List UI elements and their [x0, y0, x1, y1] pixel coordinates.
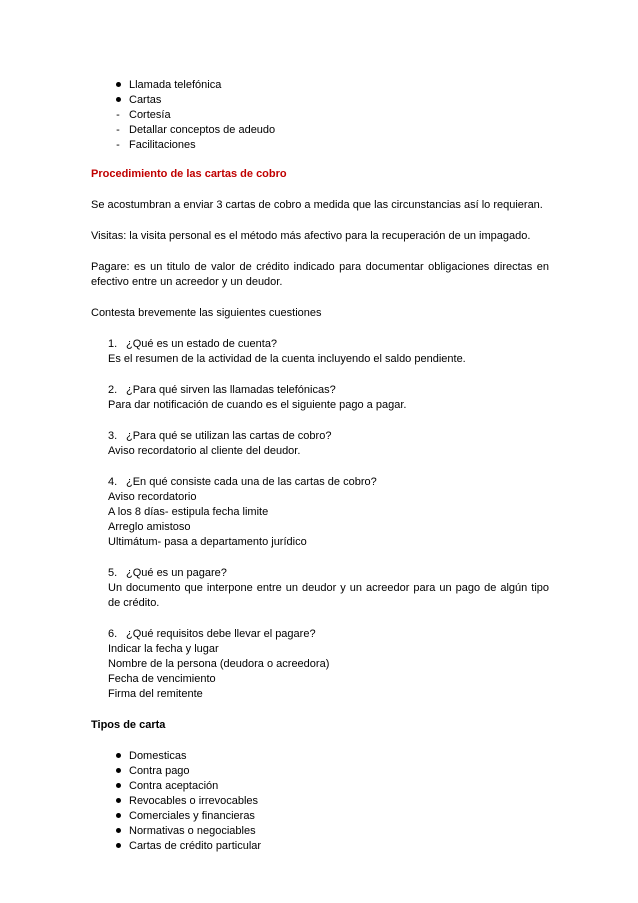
list-item: Normativas o negociables — [91, 824, 549, 839]
list-item: Revocables o irrevocables — [91, 794, 549, 809]
list-item: - Cortesía — [91, 108, 549, 123]
bullet-icon — [113, 839, 123, 854]
answer-line: Ultimátum- pasa a departamento jurídico — [108, 536, 307, 548]
answer-line: Aviso recordatorio al cliente del deudor. — [108, 445, 301, 457]
answer-line: Es el resumen de la actividad de la cuenta incluyendo el saldo pendiente. — [108, 353, 466, 365]
dash-icon: - — [116, 124, 120, 136]
answer-line: Nombre de la persona (deudora o acreedora) — [108, 658, 330, 670]
list-item: - Facilitaciones — [91, 138, 549, 153]
dash-icon: - — [116, 139, 120, 151]
bullet-icon — [113, 93, 123, 108]
question-text: ¿Qué requisitos debe llevar el pagare? — [126, 628, 316, 640]
paragraph-pagare: Pagare: es un titulo de valor de crédito indicado para documentar obligaciones directas en efectivo entre un acreedor y un deudor. — [91, 261, 549, 288]
question-block-2: 2. ¿Para qué sirven las llamadas telefónicas? Para dar notificación de cuando es el siguiente pago a pagar. — [91, 383, 549, 413]
paragraph-visitas: Visitas: la visita personal es el método más afectivo para la recuperación de un impagado. — [91, 230, 531, 242]
question-text: ¿Para qué se utilizan las cartas de cobro? — [126, 430, 332, 442]
answer-line: A los 8 días- estipula fecha limite — [108, 506, 269, 518]
question-text: ¿Qué es un pagare? — [126, 567, 227, 579]
bullet-icon — [113, 794, 123, 809]
list-item: Comerciales y financieras — [91, 809, 549, 824]
paragraph-contesta: Contesta brevemente las siguientes cuestiones — [91, 307, 322, 319]
dash-icon: - — [116, 109, 120, 121]
answer-line: Para dar notificación de cuando es el siguiente pago a pagar. — [108, 399, 407, 411]
list-item: Domesticas — [91, 749, 549, 764]
list-item: Contra pago — [91, 764, 549, 779]
section-title-tipos: Tipos de carta — [91, 719, 166, 731]
top-list — [91, 78, 549, 153]
answer-line: Indicar la fecha y lugar — [108, 643, 219, 655]
bullet-icon — [113, 749, 123, 764]
list-item: Contra aceptación — [91, 779, 549, 794]
question-block-1: 1. ¿Qué es un estado de cuenta? Es el resumen de la actividad de la cuenta incluyendo el saldo pendiente. — [91, 337, 549, 367]
question-text: ¿En qué consiste cada una de las cartas de cobro? — [126, 476, 377, 488]
question-text: ¿Qué es un estado de cuenta? — [126, 338, 278, 350]
section-title-procedimiento: Procedimiento de las cartas de cobro — [91, 168, 287, 180]
question-block-4: 4. ¿En qué consiste cada una de las cartas de cobro? Aviso recordatorio A los 8 días- estipula fecha limite Arreglo amistoso Ultimátum- pasa a departamento jurídico — [91, 475, 549, 550]
bullet-icon — [113, 779, 123, 794]
answer-line: Aviso recordatorio — [108, 491, 197, 503]
tipos-list — [91, 749, 549, 854]
answer-line: Un documento que interpone entre un deudor y un acreedor para un pago de algún tipo de crédito. — [108, 582, 549, 609]
list-item: Cartas — [91, 93, 549, 108]
question-block-3: 3. ¿Para qué se utilizan las cartas de cobro? Aviso recordatorio al cliente del deudor. — [91, 429, 549, 459]
answer-line: Firma del remitente — [108, 688, 203, 700]
list-item: Llamada telefónica — [91, 78, 549, 93]
answer-line: Fecha de vencimiento — [108, 673, 216, 685]
bullet-icon — [113, 809, 123, 824]
list-item: - Detallar conceptos de adeudo — [91, 123, 549, 138]
question-block-6: 6. ¿Qué requisitos debe llevar el pagare? Indicar la fecha y lugar Nombre de la persona (deudora o acreedora) Fecha de vencimiento Firma del remitente — [91, 627, 549, 702]
list-item: Cartas de crédito particular — [91, 839, 549, 854]
bullet-icon — [113, 78, 123, 93]
document-body — [91, 78, 549, 854]
answer-line: Arreglo amistoso — [108, 521, 191, 533]
paragraph-cartas: Se acostumbran a enviar 3 cartas de cobro a medida que las circunstancias así lo requieran. — [91, 199, 543, 211]
bullet-icon — [113, 824, 123, 839]
question-text: ¿Para qué sirven las llamadas telefónicas? — [126, 384, 336, 396]
bullet-icon — [113, 764, 123, 779]
question-block-5: 5. ¿Qué es un pagare? Un documento que interpone entre un deudor y un acreedor para un pago de algún tipo de crédito. — [108, 567, 549, 609]
